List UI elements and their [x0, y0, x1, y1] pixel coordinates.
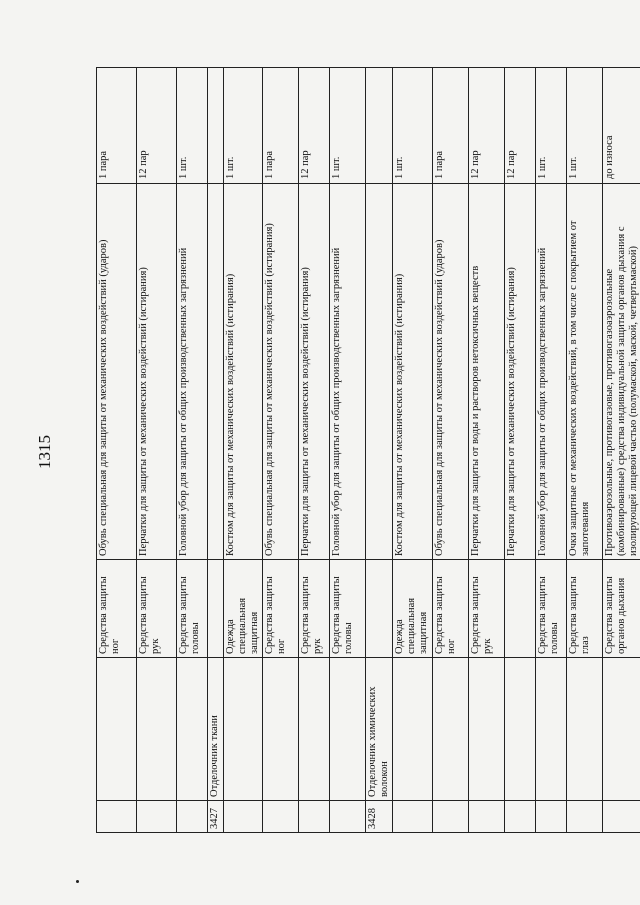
profession-cell [330, 658, 366, 801]
category-cell: Средства защиты органов дыхания [602, 560, 640, 658]
code-cell [432, 801, 468, 833]
item-cell: Перчатки для защиты от механических воздействий (истирания) [137, 184, 177, 560]
profession-cell [432, 658, 468, 801]
quantity-cell: 1 шт. [535, 68, 566, 184]
category-cell: Одежда специальная защитная [224, 560, 263, 658]
item-cell: Обувь специальная для защиты от механических воздействий (ударов) [432, 184, 468, 560]
table-row [468, 68, 504, 833]
category-cell [504, 560, 535, 658]
code-cell [535, 801, 566, 833]
quantity-cell: 1 шт. [330, 68, 366, 184]
table-row [97, 68, 137, 833]
category-cell: Средства защиты рук [468, 560, 504, 658]
table-row [137, 68, 177, 833]
table-row [299, 68, 330, 833]
item-cell: Головной убор для защиты от общих производственных загрязнений [177, 184, 208, 560]
code-cell [97, 801, 137, 833]
table-row [263, 68, 299, 833]
code-cell [393, 801, 432, 833]
table-row [224, 68, 263, 833]
code-cell: 3427 [208, 801, 224, 833]
profession-cell [263, 658, 299, 801]
profession-cell [177, 658, 208, 801]
table-row [432, 68, 468, 833]
code-cell [263, 801, 299, 833]
quantity-cell: 1 шт. [224, 68, 263, 184]
category-cell: Средства защиты рук [137, 560, 177, 658]
quantity-cell: 12 пар [504, 68, 535, 184]
table-row [330, 68, 366, 833]
item-cell: Костюм для защиты от механических воздействий (истирания) [393, 184, 432, 560]
category-cell: Средства защиты головы [330, 560, 366, 658]
category-cell [208, 560, 224, 658]
profession-cell [468, 658, 504, 801]
item-cell: Головной убор для защиты от общих производственных загрязнений [535, 184, 566, 560]
profession-cell [97, 658, 137, 801]
profession-cell [602, 658, 640, 801]
item-cell: Костюм для защиты от механических воздействий (истирания) [224, 184, 263, 560]
page-number: 1315 [35, 435, 54, 469]
code-cell [566, 801, 602, 833]
category-cell: Средства защиты ног [97, 560, 137, 658]
quantity-cell: 12 пар [137, 68, 177, 184]
quantity-cell: до износа [602, 68, 640, 184]
item-cell: Обувь специальная для защиты от механических воздействий (истирания) [263, 184, 299, 560]
table-row [504, 68, 535, 833]
ppe-norms-table [96, 67, 640, 833]
code-cell [137, 801, 177, 833]
quantity-cell: 1 пара [263, 68, 299, 184]
quantity-cell: 1 пара [97, 68, 137, 184]
item-cell: Головной убор для защиты от общих производственных загрязнений [330, 184, 366, 560]
table-row [535, 68, 566, 833]
item-cell: Очки защитные от механических воздействий, в том числе с покрытием от запотевания [566, 184, 602, 560]
category-cell: Средства защиты головы [177, 560, 208, 658]
profession-cell [393, 658, 432, 801]
quantity-cell: 12 пар [468, 68, 504, 184]
scan-speck [76, 880, 79, 883]
code-cell [224, 801, 263, 833]
quantity-cell: 1 шт. [566, 68, 602, 184]
profession-cell [137, 658, 177, 801]
quantity-cell: 1 шт. [393, 68, 432, 184]
item-cell: Обувь специальная для защиты от механических воздействий (ударов) [97, 184, 137, 560]
quantity-cell [366, 68, 393, 184]
table-row [366, 68, 393, 833]
category-cell: Средства защиты головы [535, 560, 566, 658]
code-cell: 3428 [366, 801, 393, 833]
category-cell: Средства защиты рук [299, 560, 330, 658]
code-cell [330, 801, 366, 833]
profession-cell [566, 658, 602, 801]
item-cell: Перчатки для защиты от воды и растворов нетоксичных веществ [468, 184, 504, 560]
category-cell [366, 560, 393, 658]
profession-cell: Отделочник химических волокон [366, 658, 393, 801]
code-cell [504, 801, 535, 833]
profession-cell [224, 658, 263, 801]
profession-cell [504, 658, 535, 801]
quantity-cell [208, 68, 224, 184]
table-row [602, 68, 640, 833]
quantity-cell: 1 шт. [177, 68, 208, 184]
code-cell [468, 801, 504, 833]
profession-cell: Отделочник ткани [208, 658, 224, 801]
ppe-table-rotated [96, 68, 640, 833]
code-cell [299, 801, 330, 833]
category-cell: Средства защиты ног [263, 560, 299, 658]
table-row [566, 68, 602, 833]
table-row [393, 68, 432, 833]
table-row [177, 68, 208, 833]
item-cell [366, 184, 393, 560]
profession-cell [299, 658, 330, 801]
profession-cell [535, 658, 566, 801]
category-cell: Средства защиты ног [432, 560, 468, 658]
table-row [208, 68, 224, 833]
code-cell [602, 801, 640, 833]
quantity-cell: 1 пара [432, 68, 468, 184]
item-cell: Перчатки для защиты от механических воздействий (истирания) [299, 184, 330, 560]
item-cell: Перчатки для защиты от механических воздействий (истирания) [504, 184, 535, 560]
category-cell: Средства защиты глаз [566, 560, 602, 658]
quantity-cell: 12 пар [299, 68, 330, 184]
item-cell [208, 184, 224, 560]
category-cell: Одежда специальная защитная [393, 560, 432, 658]
code-cell [177, 801, 208, 833]
item-cell: Противоаэрозольные, противогазовые, противогазоаэрозольные (комбинированные) средства индивидуальной защиты органов дыхания с изолирующей лицевой частью (полумаской, маской, четвертьмаской) [602, 184, 640, 560]
